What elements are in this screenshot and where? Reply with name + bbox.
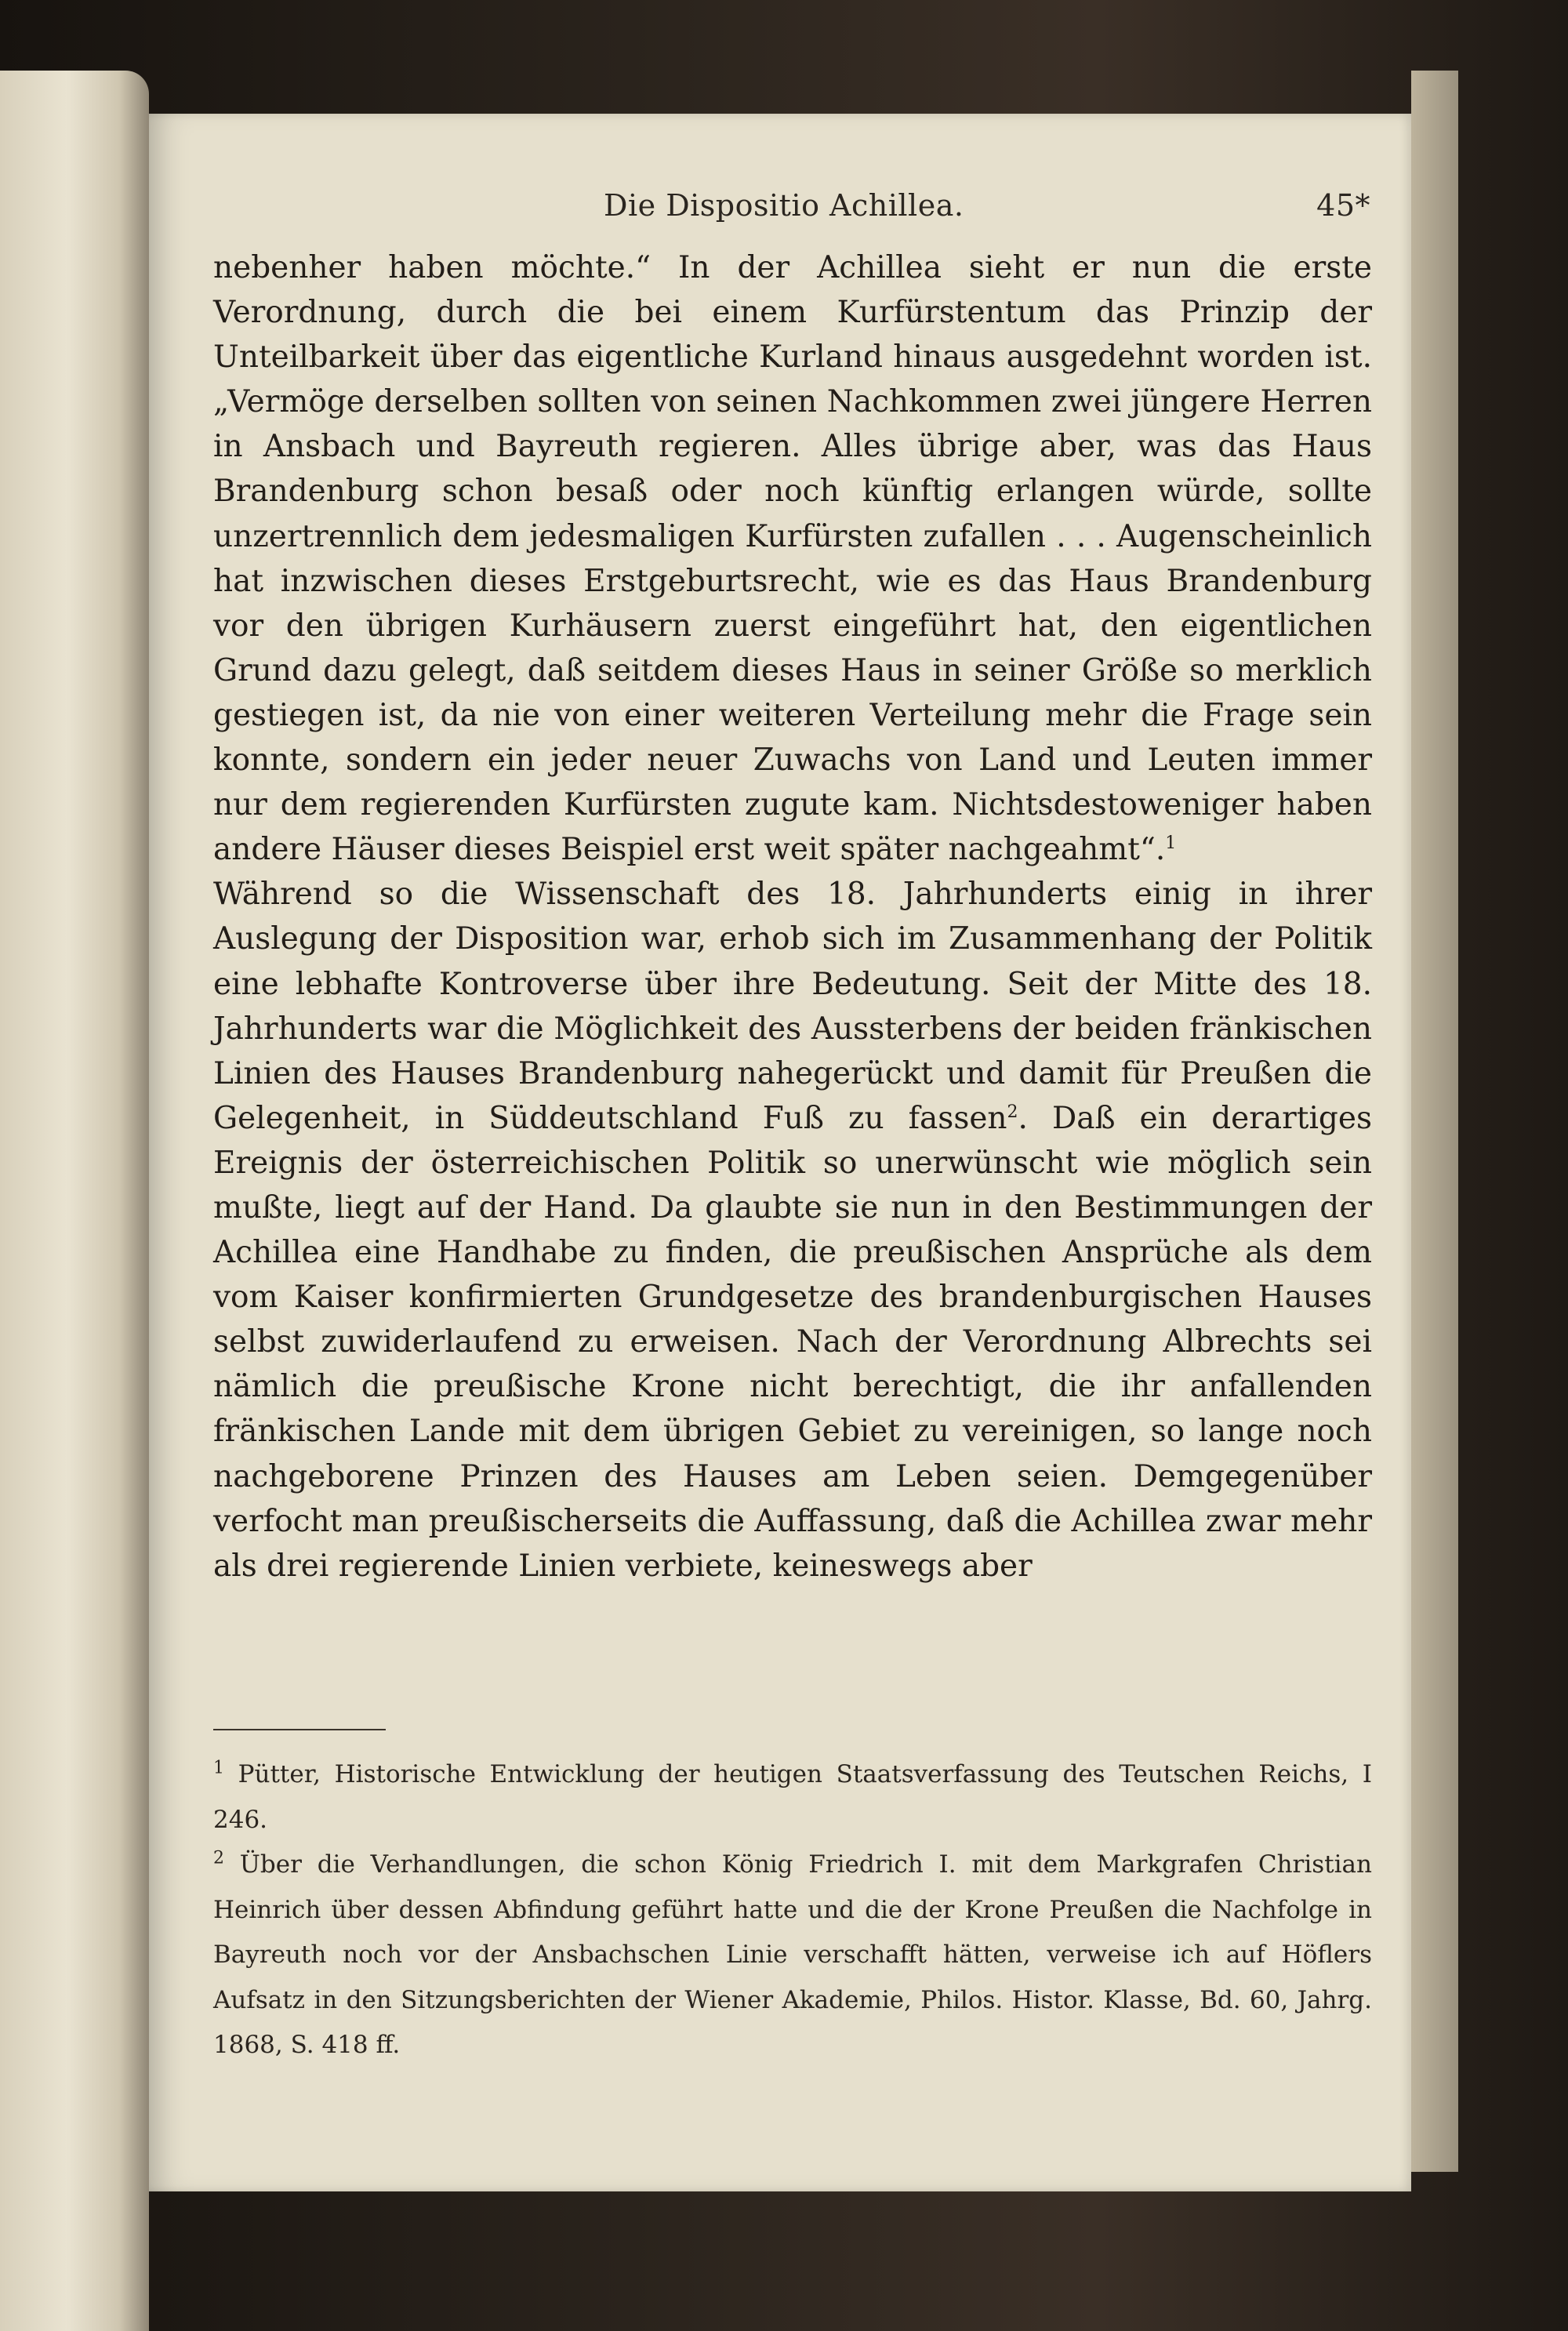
main-text <box>213 245 1372 1588</box>
footnote-2-text: Über die Verhandlungen, die schon König Friedrich I. mit dem Markgrafen Christian Heinrich über dessen Abfindung geführt hatte und die der Krone Preußen die Nachfolge in Bayreuth noch vor der Ansbachschen Linie verschafft hätten, verweise ich auf Höflers Aufsatz in den Sitzungsberichten der Wiener Akademie, Philos. Histor. Klasse, Bd. 60, Jahrg. 1868, S. 418 ff. <box>213 1850 1373 2059</box>
page-stack-edge <box>1411 71 1458 2172</box>
paragraph-2-text-b: . Daß ein derartiges Ereignis der österreichischen Politik so unerwünscht wie möglich sein mußte, liegt auf der Hand. Da glaubte sie nun in den Bestimmungen der Achillea eine Handhabe zu finden, die preußischen Ansprüche als dem vom Kaiser konfirmierten Grundgesetze des brandenburgischen Hauses selbst zuwiderlaufend zu erweisen. Nach der Verordnung Albrechts sei nämlich die preußische Krone nicht berechtigt, die ihr anfallenden fränkischen Lande mit dem übrigen Gebiet zu vereinigen, so lange noch nachgeborene Prinzen des Hauses am Leben seien. Demgegenüber verfocht man preußischerseits die Auffassung, daß die Achillea zwar mehr als drei regierende Linien verbiete, keineswegs aber <box>213 1100 1372 1584</box>
paragraph-2 <box>213 872 1372 1588</box>
footnote-1-text: Pütter, Historische Entwicklung der heutigen Staatsverfassung des Teutschen Reichs, I 246. <box>213 1760 1372 1834</box>
footnote-divider <box>213 1729 386 1730</box>
footnote-ref-1: 1 <box>1165 833 1177 854</box>
paragraph-1 <box>213 245 1372 872</box>
running-title: Die Dispositio Achillea. <box>604 188 964 223</box>
footnote-ref-2: 2 <box>1007 1102 1018 1122</box>
book-page <box>149 114 1411 2191</box>
paragraph-1-text: nebenher haben möchte.“ In der Achillea sieht er nun die erste Verordnung, durch die bei einem Kurfürstentum das Prinzip der Unteilbarkeit über das eigentliche Kurland hinaus ausgedehnt worden ist. „Vermöge derselben sollten von seinen Nachkommen zwei jüngere Herren in Ansbach und Bayreuth regieren. Alles übrige aber, was das Haus Brandenburg schon besaß oder noch künftig erlangen würde, sollte unzertrennlich dem jedesmaligen Kurfürsten zufallen . . . Augenscheinlich hat inzwischen dieses Erstgeburtsrecht, wie es das Haus Brandenburg vor den übrigen Kurhäusern zuerst eingeführt hat, den eigentlichen Grund dazu gelegt, daß seitdem dieses Haus in seiner Größe so merklich gestiegen ist, da nie von einer weiteren Verteilung mehr die Frage sein konnte, sondern ein jeder neuer Zuwachs von Land und Leuten immer nur dem regierenden Kurfürsten zugute kam. Nichtsdestoweniger haben andere Häuser dieses Beispiel erst weit später nachgeahmt“. <box>213 250 1372 868</box>
running-header <box>149 188 1411 235</box>
paragraph-2-text-a: Während so die Wissenschaft des 18. Jahrhunderts einig in ihrer Auslegung der Disposition war, erhob sich im Zusammenhang der Politik eine lebhafte Kontroverse über ihre Bedeutung. Seit der Mitte des 18. Jahrhunderts war die Möglichkeit des Aussterbens der beiden fränkischen Linien des Hauses Brandenburg nahegerückt und damit für Preußen die Gelegenheit, in Süddeutschland Fuß zu fassen <box>213 877 1372 1136</box>
footnote-1 <box>213 1752 1372 1843</box>
facing-page-edge <box>0 71 149 2331</box>
footnote-2-mark: 2 <box>213 1848 224 1868</box>
page-number: 45* <box>1316 188 1370 223</box>
footnote-1-mark: 1 <box>213 1758 224 1778</box>
footnote-2 <box>213 1843 1372 2068</box>
footnotes <box>213 1752 1372 2068</box>
